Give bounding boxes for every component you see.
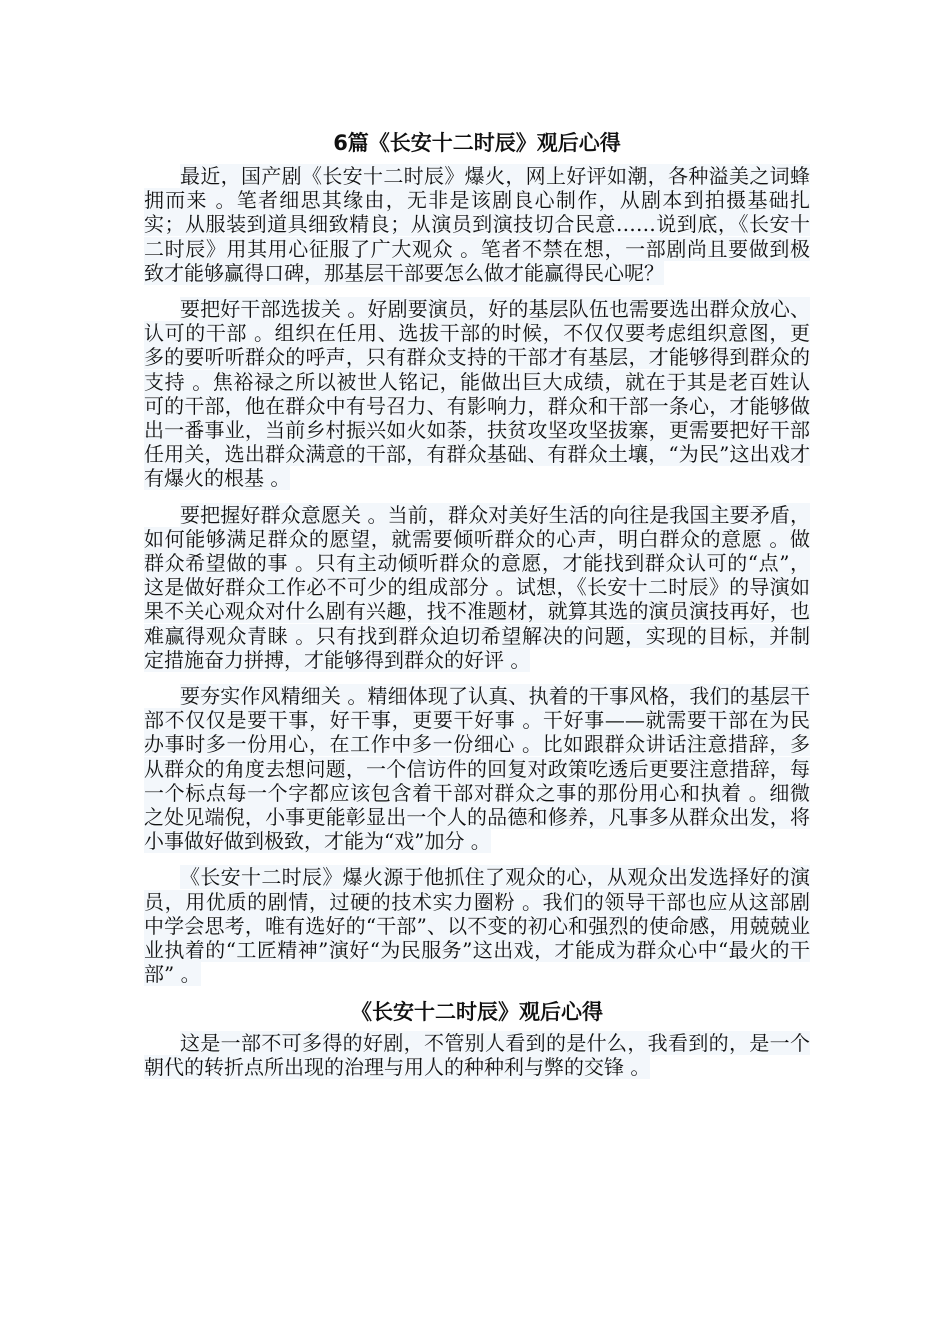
paragraph-text: 要把握好群众意愿关 。当前，群众对美好生活的向往是我国主要矛盾，如何能够满足群众的愿望，就需要倾听群众的心声，明白群众的意愿 。做群众希望做的事 。只有主动倾听群众的意愿，才能找到群众认可的“点”，这是做好群众工作必不可少的组成部分 。试想，《长安十二时辰》的导演如果不关心观众对什么剧有兴趣，找不准题材，就算其选的演员演技再好，也难赢得观众青睐 。只有找到群众迫切希望解决的问题，实现的目标，并制定措施奋力拼搏，才能够得到群众的好评 。 [144,502,810,672]
paragraph [144,164,810,285]
paragraph-text: 这是一部不可多得的好剧，不管别人看到的是什么，我看到的，是一个朝代的转折点所出现的治理与用人的种种利与弊的交锋 。 [144,1030,810,1079]
paragraph [144,684,810,853]
document-title: 6篇《长安十二时辰》观后心得 [333,131,621,155]
paragraph-text: 《长安十二时辰》爆火源于他抓住了观众的心，从观众出发选择好的演员，用优质的剧情，过硬的技术实力圈粉 。我们的领导干部也应从这部剧中学会思考，唯有选好的“干部”、以不变的初心和强烈的使命感，用兢兢业业执着的“工匠精神”演好“为民服务”这出戏，才能成为群众心中“最火的干部” 。 [144,865,810,987]
paragraph-text: 要夯实作风精细关 。精细体现了认真、执着的干事风格，我们的基层干部不仅仅是要干事，好干事，更要干好事 。干好事——就需要干部在为民办事时多一份用心，在工作中多一份细心 。比如跟群众讲话注意措辞，多从群众的角度去想问题，一个信访件的回复对政策吃透后更要注意措辞，每一个标点每一个字都应该包含着干部对群众之事的那份用心和执着 。细微之处见端倪，小事更能彰显出一个人的品德和修养，凡事多从群众出发，将小事做好做到极致，才能为“戏”加分 。 [144,684,810,854]
paragraph-text: 最近，国产剧《长安十二时辰》爆火，网上好评如潮，各种溢美之词蜂拥而来 。笔者细思其缘由，无非是该剧良心制作，从剧本到拍摄基础扎实；从服装到道具细致精良；从演员到演技切合民意……说到底，《长安十二时辰》用其用心征服了广大观众 。笔者不禁在想，一部剧尚且要做到极致才能够赢得口碑，那基层干部要怎么做才能赢得民心呢？ [144,164,810,285]
paragraph [144,297,810,491]
paragraph-text: 要把好干部选拔关 。好剧要演员，好的基层队伍也需要选出群众放心、认可的干部 。组织在任用、选拔干部的时候，不仅仅要考虑组织意图，更多的要听听群众的呼声，只有群众支持的干部才有基层，才能够得到群众的支持 。焦裕禄之所以被世人铭记，能做出巨大成绩，就在于其是老百姓认可的干部，他在群众中有号召力、有影响力，群众和干部一条心，才能够做出一番事业，当前乡村振兴如火如荼，扶贫攻坚攻坚拔寨，更需要把好干部任用关，选出群众满意的干部，有群众基础、有群众土壤，“为民”这出戏才有爆火的根基 。 [144,297,810,491]
paragraph [144,1031,810,1079]
paragraph [144,865,810,986]
section-title: 《长安十二时辰》观后心得 [351,999,603,1024]
document-body [144,130,810,1091]
paragraph [144,503,810,672]
